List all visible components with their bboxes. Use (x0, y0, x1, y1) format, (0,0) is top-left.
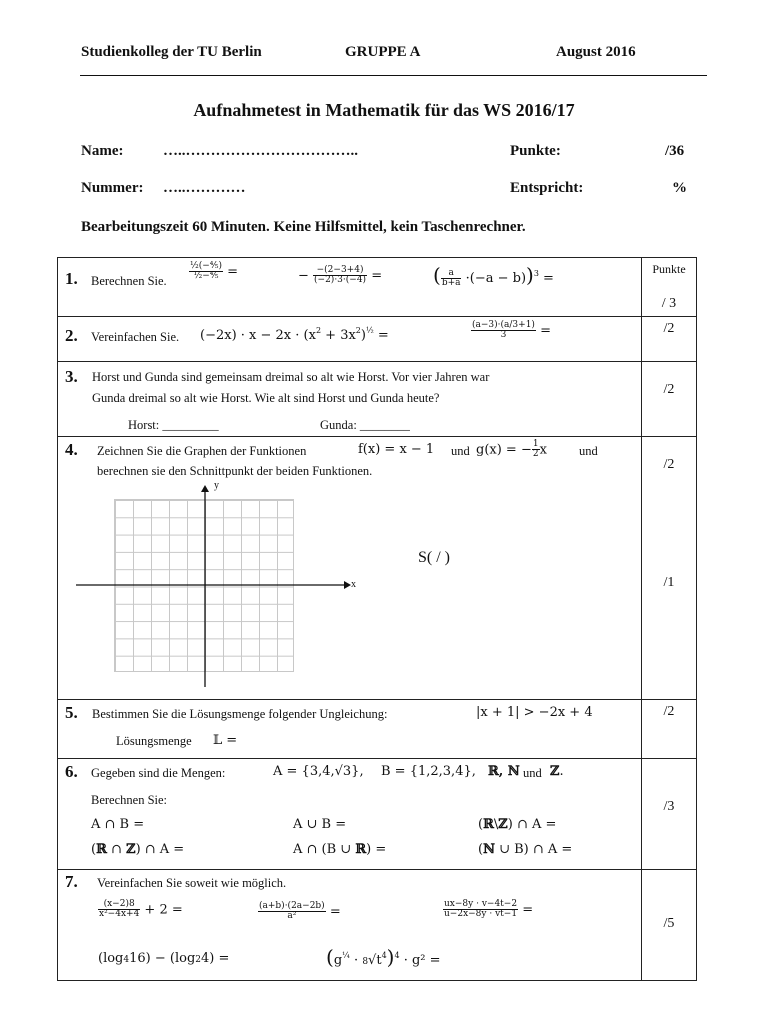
task-1-points: / 3 (661, 296, 677, 311)
entspricht-label: Entspricht: (510, 180, 584, 196)
institution: Studienkolleg der TU Berlin (81, 44, 262, 60)
task-1-number: 1. (65, 269, 78, 288)
task-4-line1a: Zeichnen Sie die Graphen der Funktionen (97, 444, 307, 458)
intersection-answer[interactable]: S( / ) (418, 549, 450, 566)
task-6-number: 6. (65, 762, 78, 781)
task-4-und: und (451, 444, 470, 458)
task-1-expr-b: − $\frac{-(2-3+4)}{(-2)\cdot 3\cdot(-4)}$ = (298, 265, 383, 286)
task-4-und-2: und (579, 444, 598, 458)
nummer-label: Nummer: (81, 180, 144, 196)
task-6-expr-4: (ℝ ∩ ℤ) ∩ A = (91, 842, 185, 857)
task-7-expr-1: $\frac{(x-2)8}{\text{x²−4x+4}}$ + 2 = (99, 899, 183, 920)
task-2-text: Vereinfachen Sie. (91, 330, 180, 344)
task-5-inequality: |x + 1| > −2x + 4 (476, 705, 593, 720)
group-label: GRUPPE A (345, 44, 421, 60)
task-1-expr-a: $\frac{\text{½(−⅘)}}{\text{½−⅘}}$ = (190, 261, 239, 282)
punkte-value: /36 (665, 143, 685, 159)
task-7-expr-2: $\frac{(a+b)\cdot(2a-2b)}{\text{a²}}$ = (259, 901, 341, 922)
task-7-text: Vereinfachen Sie soweit wie möglich. (97, 876, 287, 890)
set-b: B = {1,2,3,4}, (381, 764, 476, 779)
set-z: ℤ. (550, 764, 564, 779)
points-header: Punkte (652, 262, 686, 276)
task-6-expr-5: A ∩ (B ∪ ℝ) = (293, 842, 387, 857)
task-7-number: 7. (65, 872, 78, 891)
task-3-gunda-answer[interactable]: Gunda: ________ (320, 418, 410, 432)
task-3-line2: Gunda dreimal so alt wie Horst. Wie alt sind Horst und Gunda heute? (92, 391, 440, 405)
task-7-expr-5: $(g^{\frac{1}{4}} \cdot 8√t^4)^4 \cdot g^2$ = (326, 945, 441, 969)
task-5-loesung-expr: 𝕃 = (213, 733, 238, 748)
task-2-points: /2 (663, 321, 675, 336)
y-axis-label: y (214, 480, 219, 491)
task-2-number: 2. (65, 326, 78, 345)
task-4-function-f: f(x) = x − 1 (358, 442, 435, 457)
nummer-field[interactable]: …..………… (163, 180, 246, 196)
task-6-expr-3: (ℝ\ℤ) ∩ A = (478, 817, 557, 832)
task-6-expr-6: (ℕ ∪ B) ∩ A = (478, 842, 573, 857)
task-6-expr-2: A ∪ B = (293, 817, 347, 832)
task-6-points: /3 (663, 799, 675, 814)
name-field[interactable]: …..…………………………….. (163, 143, 358, 159)
exam-date: August 2016 (556, 44, 636, 60)
x-axis-label: x (351, 579, 356, 590)
task-3-points: /2 (663, 382, 675, 397)
task-7-expr-4: (log416) − (log24) = (98, 951, 230, 966)
task-6-und: und (523, 766, 542, 780)
entspricht-value: % (672, 180, 687, 196)
task-6-expr-1: A ∩ B = (91, 817, 145, 832)
instructions: Bearbeitungszeit 60 Minuten. Keine Hilfsmittel, kein Taschenrechner. (81, 219, 526, 235)
task-7-expr-3: $\frac{ux-8y \cdot v-4t-2}{u-2x-8y \cdot vt-1}$ = (444, 899, 534, 920)
task-7-points: /5 (663, 916, 675, 931)
task-1-expr-c: ( $\frac{a}{b+a}$ ·(−a − b))$^3$ = (433, 263, 554, 288)
task-4-line2: berechnen sie den Schnittpunkt der beiden Funktionen. (97, 464, 373, 478)
task-6-text: Gegeben sind die Mengen: (91, 766, 226, 780)
punkte-label: Punkte: (510, 143, 561, 159)
task-5-text: Bestimmen Sie die Lösungsmenge folgender Ungleichung: (92, 707, 388, 721)
task-2-expr-b: $\frac{(a-3)\cdot(a/3+1)}{3}$ = (472, 320, 551, 341)
task-3-horst-answer[interactable]: Horst: _________ (128, 418, 219, 432)
task-5-points: /2 (663, 704, 675, 719)
set-a: A = {3,4,√3}, (273, 764, 364, 779)
task-5-number: 5. (65, 703, 78, 722)
page-title: Aufnahmetest in Mathematik für das WS 2016/17 (193, 100, 575, 120)
task-4-points-2: /1 (663, 575, 675, 590)
task-3-number: 3. (65, 367, 78, 386)
task-4-function-g: g(x) = − $\frac{1}{2}$ x (476, 439, 547, 460)
task-1-text: Berechnen Sie. (91, 274, 167, 288)
task-4-number: 4. (65, 440, 78, 459)
task-2-expr-a: $(-2x) \cdot x - 2x \cdot (x^2 + 3x^2)^{\frac{1}{2}}$ = (200, 326, 389, 343)
sets-r-n: ℝ, ℕ (488, 764, 520, 779)
name-label: Name: (81, 143, 124, 159)
task-3-line1: Horst und Gunda sind gemeinsam dreimal so alt wie Horst. Vor vier Jahren war (92, 370, 490, 384)
task-4-points-1: /2 (663, 457, 675, 472)
task-5-loesung-label: Lösungsmenge (116, 734, 192, 748)
task-6-berechnen: Berechnen Sie: (91, 793, 168, 807)
